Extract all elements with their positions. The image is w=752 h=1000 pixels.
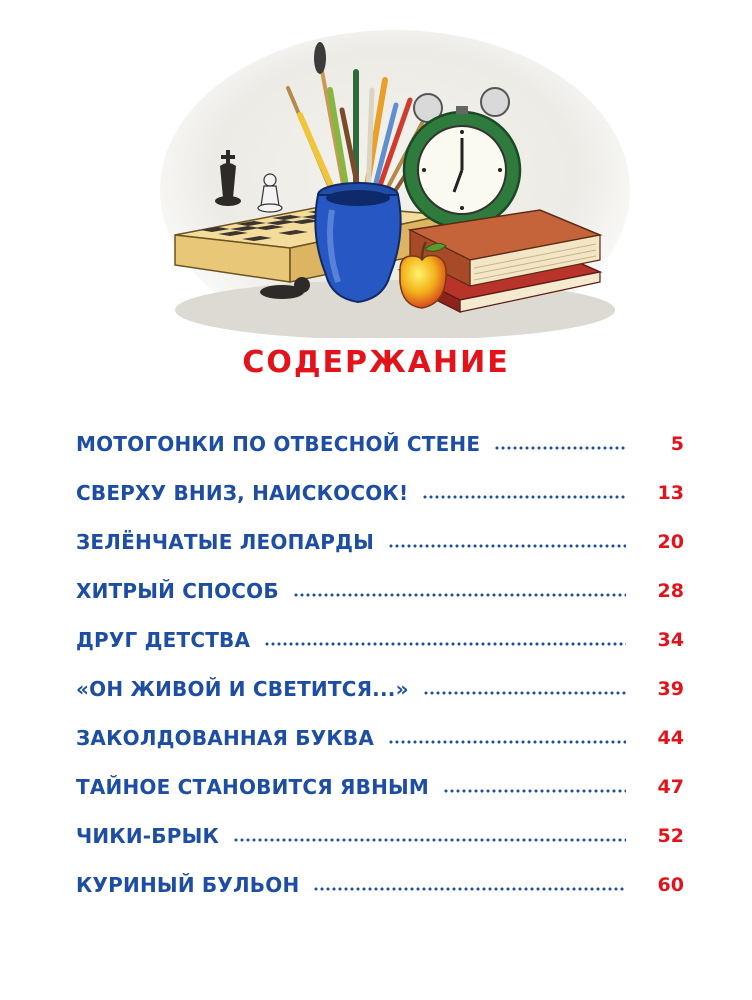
toc-entry[interactable] <box>76 859 684 899</box>
page-title: СОДЕРЖАНИЕ <box>242 345 510 380</box>
toc-entry-page: 28 <box>657 580 684 602</box>
toc-entry-page: 60 <box>657 874 684 896</box>
toc-entry-title: КУРИНЫЙ БУЛЬОН <box>76 873 300 897</box>
dot-leader <box>494 446 626 450</box>
toc-entry-page: 13 <box>657 482 684 504</box>
toc-entry-title: ДРУГ ДЕТСТВА <box>76 628 251 652</box>
toc-entry-title: ХИТРЫЙ СПОСОБ <box>76 579 279 603</box>
dot-leader <box>443 789 626 793</box>
dot-leader <box>233 838 626 842</box>
dot-leader <box>388 740 626 744</box>
toc-entry-page: 20 <box>657 531 684 553</box>
toc-entry[interactable] <box>76 712 684 752</box>
dot-leader <box>264 642 626 646</box>
dot-leader <box>313 887 626 891</box>
dot-leader <box>293 593 626 597</box>
dot-leader <box>422 495 626 499</box>
toc-entry[interactable] <box>76 663 684 703</box>
dot-leader <box>388 544 626 548</box>
toc-entry-title: МОТОГОНКИ ПО ОТВЕСНОЙ СТЕНЕ <box>76 432 481 456</box>
toc-entry[interactable] <box>76 516 684 556</box>
toc-entry[interactable] <box>76 614 684 654</box>
toc-entry[interactable] <box>76 810 684 850</box>
toc-entry-page: 47 <box>657 776 684 798</box>
toc-entry-page: 52 <box>657 825 684 847</box>
school-supplies-illustration <box>160 20 630 338</box>
toc-entry-title: ЧИКИ-БРЫК <box>76 824 220 848</box>
toc-entry-title: ТАЙНОЕ СТАНОВИТСЯ ЯВНЫМ <box>76 775 430 799</box>
dot-leader <box>423 691 626 695</box>
toc-entry[interactable] <box>76 565 684 605</box>
toc-entry-title: ЗЕЛЁНЧАТЫЕ ЛЕОПАРДЫ <box>76 530 374 554</box>
toc-entry-title: ЗАКОЛДОВАННАЯ БУКВА <box>76 726 375 750</box>
toc-entry[interactable] <box>76 761 684 801</box>
toc-entry[interactable] <box>76 467 684 507</box>
toc-entry[interactable] <box>76 418 684 458</box>
toc-entry-title: «ОН ЖИВОЙ И СВЕТИТСЯ...» <box>76 677 409 701</box>
alarm-clock-icon <box>404 88 520 228</box>
toc-entry-title: СВЕРХУ ВНИЗ, НАИСКОСОК! <box>76 481 409 505</box>
toc-entry-page: 5 <box>670 433 684 455</box>
toc-entry-page: 34 <box>657 629 684 651</box>
toc-entry-page: 44 <box>657 727 684 749</box>
toc-entry-page: 39 <box>657 678 684 700</box>
